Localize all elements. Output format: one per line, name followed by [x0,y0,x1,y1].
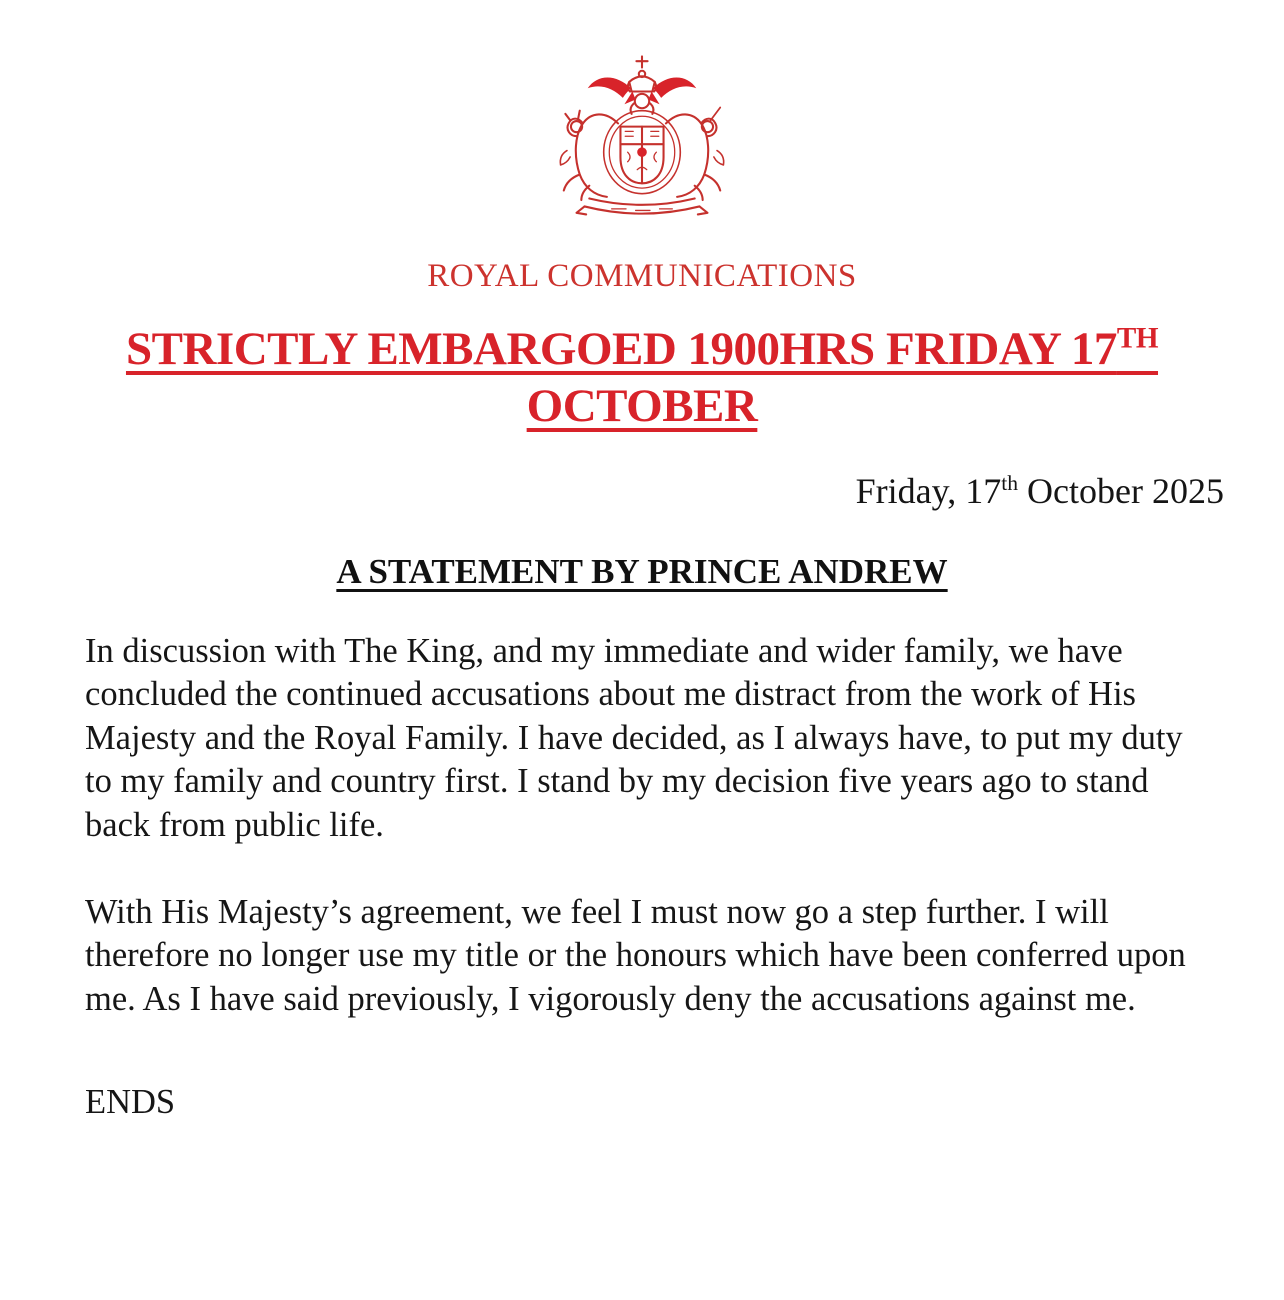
embargo-line-1: STRICTLY EMBARGOED 1900HRS FRIDAY 17TH [125,322,1159,375]
statement-paragraph-2: With His Majesty’s agreement, we feel I must now go a step further. I will therefore no longer use my title or the honours which have been conferred upon me. As I have said previously, I vigorously deny the accusations against me. [85,893,1186,1018]
date-line: Friday, 17th October 2025 [855,470,1224,511]
embargo-line-2: OCTOBER [526,380,758,433]
date-superscript: th [1001,470,1019,495]
royal-coat-of-arms-icon [538,50,746,224]
ends-label: ENDS [85,1083,176,1122]
statement-body [85,630,1204,1022]
embargo-superscript: TH [1116,322,1159,355]
statement-title: A STATEMENT BY PRINCE ANDREW [336,551,948,591]
org-name: ROYAL COMMUNICATIONS [427,258,857,294]
embargo-heading [0,321,1284,436]
crest-container [0,0,1284,224]
statement-paragraph-1: In discussion with The King, and my immediate and wider family, we have concluded the continued accusations about me distract from the work of His Majesty and the Royal Family. I have decided, as I always have, to put my duty to my family and country first. I stand by my decision five years ago to stand back from public life. [85,631,1183,844]
